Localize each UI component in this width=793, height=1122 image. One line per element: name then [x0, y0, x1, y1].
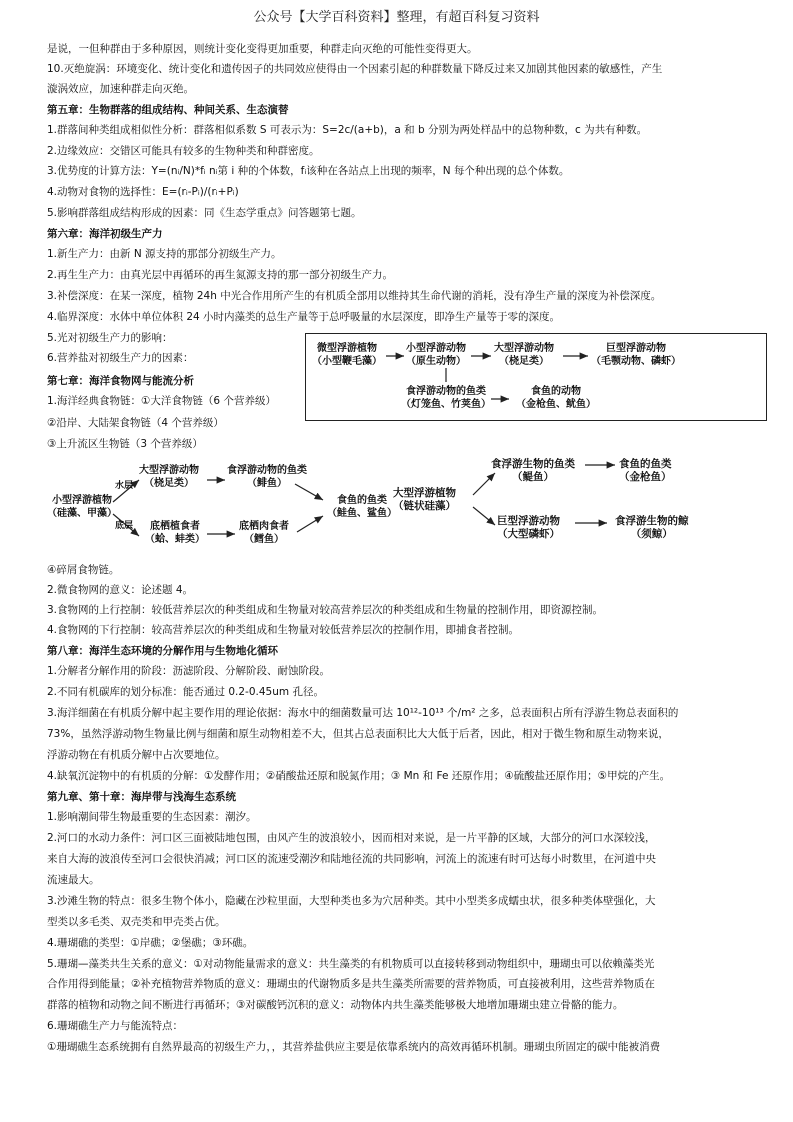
text-line: 合作用得到能量；②补充植物营养物质的意义：珊瑚虫的代谢物质多是共生藻类所需要的营养物质，可直接被利用，这些营养物质在: [47, 978, 655, 990]
text-line: 1.新生产力：由新 N 源支持的那部分初级生产力。: [47, 248, 282, 260]
text-line: 5.珊瑚—藻类共生关系的意义：①对动物能量需求的意义：共生藻类的有机物质可以直接转移到动物组织中，珊瑚虫可以依赖藻类光: [47, 958, 655, 970]
text-line: 漩涡效应，加速种群走向灭绝。: [47, 83, 194, 95]
text-line: 3.食物网的上行控制：较低营养层次的种类组成和生物量对较高营养层次的种类组成和生物量的控制作用，即资源控制。: [47, 604, 604, 616]
text-line: 1.影响潮间带生物最重要的生态因素：潮汐。: [47, 811, 257, 823]
node-piscivorous-fish: 食鱼的鱼类 （金枪鱼）: [619, 458, 672, 483]
node-micro-phytoplankton: 微型浮游植物 （小型鞭毛藻）: [312, 343, 382, 367]
chapter-heading: 第六章：海洋初级生产力: [47, 228, 163, 240]
text-line: 4.临界深度：水体中单位体积 24 小时内藻类的总生产量等于总呼吸量的水层深度，即净生产量等于零的深度。: [47, 311, 561, 323]
node-benthic-herbivore: 底栖植食者 （蛤、蚌类）: [145, 521, 205, 545]
text-line: 1.群落间种类组成相似性分析：群落相似系数 S 可表示为：S=2c/(a+b)，a 和 b 分别为两处样品中的总物种数，c 为共有种数。: [47, 124, 648, 136]
text-line: 5.光对初级生产力的影响：: [47, 332, 173, 344]
node-benthic-carnivore: 底栖肉食者 （鳕鱼）: [239, 521, 289, 545]
node-planktivorous-fish: 食浮游动物的鱼类 （鲱鱼）: [227, 465, 307, 489]
chapter-heading: 第五章：生物群落的组成结构、种间关系、生态演替: [47, 104, 289, 116]
node-piscivorous-fish: 食鱼的鱼类 （鲑鱼、鲨鱼）: [327, 495, 397, 519]
text-line: 4.食物网的下行控制：较高营养层次的种类组成和生物量对较低营养层次的控制作用，即捕食者控制。: [47, 624, 520, 636]
node-large-phytoplankton: 大型浮游植物 （链状硅藻）: [393, 487, 456, 512]
text-line: ②沿岸、大陆架食物链（4 个营养级）: [47, 417, 224, 429]
text-line: 群落的植物和动物之间不断进行再循环；③对碳酸钙沉积的意义：动物体内共生藻类能够极大地增加珊瑚虫建立骨骼的能力。: [47, 999, 624, 1011]
text-line: 6.营养盐对初级生产力的因素：: [47, 352, 194, 364]
arrow: [297, 516, 323, 532]
text-line: 2.不同有机碳库的划分标准：能否通过 0.2-0.45um 孔径。: [47, 686, 324, 698]
text-line: 来自大海的波浪传至河口会很快消减；河口区的流速受潮汐和陆地径流的共同影响，河流上的流速有时可达每小时数里，在河道中央: [47, 853, 656, 865]
chapter-heading: 第七章：海洋食物网与能流分析: [47, 375, 194, 387]
shelf-food-chain-diagram: [47, 458, 397, 554]
upwelling-food-chain-diagram: [393, 455, 745, 555]
text-line: ①珊瑚礁生态系统拥有自然界最高的初级生产力，，其营养盐供应主要是依靠系统内的高效再循环机制。珊瑚虫所固定的碳中能被消费: [47, 1041, 661, 1053]
arrow: [473, 507, 495, 525]
node-piscivores: 食鱼的动物 （金枪鱼、鱿鱼）: [516, 386, 596, 410]
node-large-zooplankton: 大型浮游动物 （桡足类）: [139, 465, 199, 489]
node-planktivorous-fish: 食浮游动物的鱼类 （灯笼鱼、竹荚鱼）: [401, 386, 491, 410]
node-planktivorous-fish: 食浮游生物的鱼类 （鳀鱼）: [491, 458, 575, 483]
text-line: 1.海洋经典食物链：①大洋食物链（6 个营养级）: [47, 395, 276, 407]
node-giant-zooplankton: 巨型浮游动物 （大型磷虾）: [497, 515, 560, 540]
label-pelagic: 水层: [115, 481, 134, 491]
text-line: 3.优势度的计算方法：Y=(nᵢ/N)*fᵢ nᵢ第 i 种的个体数，fᵢ该种在各站点上出现的频率，N 每个种出现的总个体数。: [47, 165, 570, 177]
text-line: 型类以多毛类、双壳类和甲壳类占优。: [47, 916, 226, 928]
chapter-heading: 第八章：海洋生态环境的分解作用与生物地化循环: [47, 645, 278, 657]
text-line: 是说，一但种群由于多种原因，则统计变化变得更加重要，种群走向灭绝的可能性变得更大。: [47, 43, 478, 55]
node-giant-zooplankton: 巨型浮游动物 （毛颚动物、磷虾）: [591, 343, 681, 367]
text-line: 3.补偿深度：在某一深度，植物 24h 中光合作用所产生的有机质全部用以维持其生命代谢的消耗，没有净生产量的深度为补偿深度。: [47, 290, 662, 302]
text-line: 2.微食物网的意义：论述题 4。: [47, 584, 194, 596]
node-small-phytoplankton: 小型浮游植物 （硅藻、甲藻）: [47, 495, 117, 519]
text-line: 4.缺氧沉淀物中的有机质的分解：①发酵作用；②硝酸盐还原和脱氮作用；③ Mn 和 Fe 还原作用；④硫酸盐还原作用；⑤甲烷的产生。: [47, 770, 671, 782]
text-line: ④碎屑食物链。: [47, 564, 120, 576]
text-line: 5.影响群落组成结构形成的因素：同《生态学重点》问答题第七题。: [47, 207, 362, 219]
text-line: 流速最大。: [47, 874, 100, 886]
ocean-food-chain-diagram: [305, 333, 767, 421]
text-line: ③上升流区生物链（3 个营养级）: [47, 438, 203, 450]
text-line: 10.灭绝旋涡：环境变化、统计变化和遗传因子的共同效应使得由一个因素引起的种群数量下降反过来又加剧其他因素的敏感性，产生: [47, 63, 663, 75]
text-line: 2.河口的水动力条件：河口区三面被陆地包围，由风产生的波浪较小，因而相对来说，是一片平静的区域，大部分的河口水深较浅，: [47, 832, 656, 844]
node-small-zooplankton: 小型浮游动物 （原生动物）: [406, 343, 466, 367]
text-line: 1.分解者分解作用的阶段：沥滤阶段、分解阶段、耐蚀阶段。: [47, 665, 331, 677]
text-line: 2.边缘效应：交错区可能具有较多的生物种类和种群密度。: [47, 145, 320, 157]
chapter-heading: 第九章、第十章：海岸带与浅海生态系统: [47, 791, 236, 803]
node-large-zooplankton: 大型浮游动物 （桡足类）: [494, 343, 554, 367]
text-line: 4.珊瑚礁的类型：①岸礁；②堡礁；③环礁。: [47, 937, 254, 949]
page-header: 公众号【大学百科资料】整理，有超百科复习资料: [253, 10, 540, 25]
text-line: 3.沙滩生物的特点：很多生物个体小，隐藏在沙粒里面，大型种类也多为穴居种类。其中小型类多成蠕虫状，很多种类体壁强化，大: [47, 895, 656, 907]
text-line: 6.珊瑚礁生产力与能流特点：: [47, 1020, 184, 1032]
text-line: 3.海洋细菌在有机质分解中起主要作用的理论依据：海水中的细菌数量可达 10¹²-10¹³ 个/m² 之多，总表面积占所有浮游生物总表面积的: [47, 707, 679, 719]
text-line: 浮游动物在有机质分解中占次要地位。: [47, 749, 226, 761]
text-line: 2.再生生产力：由真光层中再循环的再生氮源支持的那一部分初级生产力。: [47, 269, 394, 281]
label-benthic: 底层: [115, 521, 134, 531]
text-line: 73%，虽然浮游动物生物量比例与细菌和原生动物相差不大，但其占总表面积比大大低于后者，因此，相对于微生物和原生动物来说，: [47, 728, 669, 740]
node-planktivorous-whale: 食浮游生物的鲸 （须鲸）: [615, 515, 689, 540]
text-line: 4.动物对食物的选择性：E=(rᵢ-Pᵢ)/(rᵢ+Pᵢ): [47, 186, 239, 198]
